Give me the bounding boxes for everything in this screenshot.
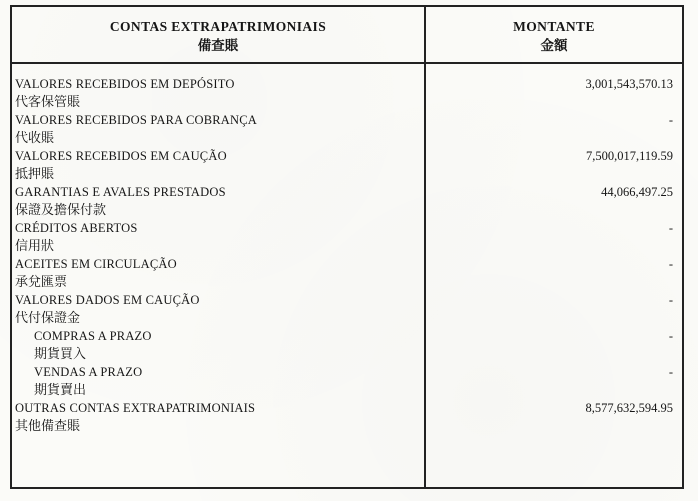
- account-cell: [12, 75, 426, 111]
- account-label-zh: 期貨賣出: [34, 382, 87, 397]
- account-label-zh: 抵押賬: [15, 166, 55, 181]
- table-row: [12, 111, 682, 147]
- table-row: [12, 327, 682, 363]
- amount-cell: [426, 111, 682, 147]
- table-row: [12, 399, 682, 435]
- amount-value: 44,066,497.25: [601, 185, 673, 199]
- amount-value: -: [668, 221, 673, 235]
- table-row: [12, 291, 682, 327]
- account-label-zh: 其他備查賬: [15, 418, 81, 433]
- table-row: [12, 255, 682, 291]
- amount-cell: [426, 255, 682, 291]
- account-label-zh: 代付保證金: [15, 310, 81, 325]
- amount-value: 7,500,017,119.59: [585, 149, 673, 163]
- amount-value: -: [668, 365, 673, 379]
- account-cell: [12, 111, 426, 147]
- table-row: [12, 219, 682, 255]
- header-accounts-label-pt: CONTAS EXTRAPATRIMONIAIS: [109, 19, 327, 34]
- body-bottom-filler: [12, 435, 682, 487]
- account-label-pt: VENDAS A PRAZO: [34, 365, 143, 379]
- table-row: [12, 183, 682, 219]
- amount-cell: [426, 291, 682, 327]
- account-cell: [12, 399, 426, 435]
- table-header-row: [12, 7, 682, 64]
- account-label-pt: VALORES RECEBIDOS EM DEPÓSITO: [15, 77, 235, 91]
- filler-right-cell: [426, 435, 682, 487]
- body-top-spacer: [12, 64, 682, 75]
- table-body: [12, 64, 682, 487]
- account-label-zh: 期貨買入: [34, 346, 87, 361]
- header-amount-column: [426, 7, 682, 62]
- header-accounts-column: [12, 7, 426, 62]
- account-label-pt: CRÉDITOS ABERTOS: [15, 221, 138, 235]
- header-accounts-label-zh: 備查賬: [197, 38, 239, 53]
- account-label-zh: 代收賬: [15, 130, 55, 145]
- account-label-pt: VALORES DADOS EM CAUÇÃO: [15, 293, 200, 307]
- filler-left-cell: [12, 435, 426, 487]
- table-row: [12, 75, 682, 111]
- spacer-left-cell: [12, 64, 426, 75]
- account-label-pt: ACEITES EM CIRCULAÇÃO: [15, 257, 177, 271]
- account-cell: [12, 147, 426, 183]
- amount-cell: [426, 183, 682, 219]
- account-label-zh: 代客保管賬: [15, 94, 81, 109]
- account-label-zh: 保證及擔保付款: [15, 202, 107, 217]
- amount-value: -: [668, 293, 673, 307]
- spacer-right-cell: [426, 64, 682, 75]
- header-amount-label-zh: 金額: [540, 38, 568, 53]
- account-label-zh: 承兌匯票: [15, 274, 68, 289]
- table-row: [12, 147, 682, 183]
- account-label-pt: COMPRAS A PRAZO: [34, 329, 152, 343]
- amount-value: -: [668, 329, 673, 343]
- account-cell: [12, 255, 426, 291]
- account-cell: [12, 363, 426, 399]
- amount-value: 3,001,543,570.13: [585, 77, 673, 91]
- amount-value: -: [668, 257, 673, 271]
- account-label-pt: VALORES RECEBIDOS EM CAUÇÃO: [15, 149, 227, 163]
- header-amount-label-pt: MONTANTE: [513, 19, 595, 34]
- table-row: [12, 363, 682, 399]
- amount-value: 8,577,632,594.95: [585, 401, 673, 415]
- account-cell: [12, 291, 426, 327]
- account-label-zh: 信用狀: [15, 238, 55, 253]
- account-label-pt: OUTRAS CONTAS EXTRAPATRIMONIAIS: [15, 401, 256, 415]
- account-label-pt: VALORES RECEBIDOS PARA COBRANÇA: [15, 113, 258, 127]
- amount-cell: [426, 327, 682, 363]
- amount-cell: [426, 75, 682, 111]
- amount-cell: [426, 147, 682, 183]
- account-cell: [12, 183, 426, 219]
- account-cell: [12, 219, 426, 255]
- amount-cell: [426, 219, 682, 255]
- extrapatrimonial-accounts-table: [10, 5, 684, 489]
- amount-cell: [426, 363, 682, 399]
- amount-cell: [426, 399, 682, 435]
- account-cell: [12, 327, 426, 363]
- account-label-pt: GARANTIAS E AVALES PRESTADOS: [15, 185, 226, 199]
- amount-value: -: [668, 113, 673, 127]
